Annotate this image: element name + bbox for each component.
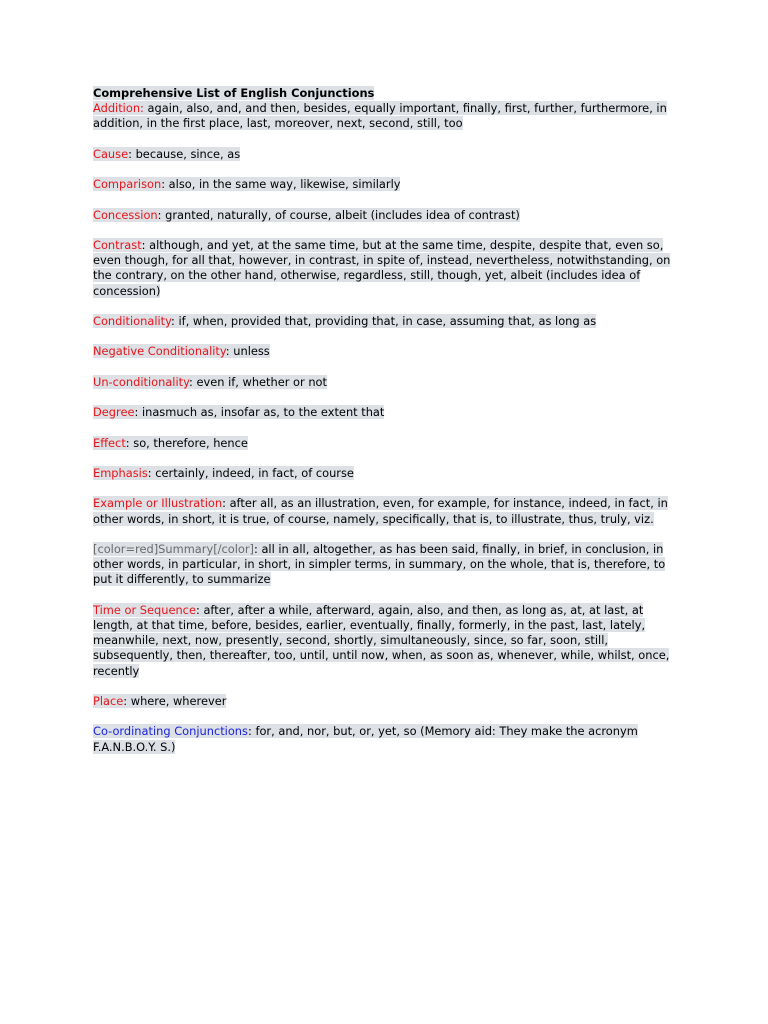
term-separator: : (222, 496, 230, 511)
term-definition: where, wherever (130, 693, 227, 708)
term-label: Addition: (93, 101, 144, 116)
entry-un-conditionality (93, 375, 683, 390)
entry-co-ordinating-conjunctions (93, 724, 683, 754)
term-separator: : (123, 693, 131, 708)
document-title (93, 86, 683, 101)
term-separator: : (247, 724, 256, 739)
term-label: [color=red]Summary[/color] (93, 541, 254, 556)
term-separator: : (141, 237, 150, 252)
entry-comparison (93, 177, 683, 192)
term-label: Negative Conditionality (93, 344, 226, 359)
term-separator: : (195, 602, 204, 617)
term-separator: : (128, 146, 136, 161)
term-label: Conditionality (93, 313, 172, 328)
term-label: Contrast (93, 237, 142, 252)
term-label: Co-ordinating Conjunctions (93, 724, 248, 739)
term-definition: after all, as an illustration, even, for example, for instance, indeed, in fact, in other words, in short, it is true, of course, namely, specifically, that is, to illustrate, thus, truly, viz. (93, 496, 668, 526)
term-definition: for, and, nor, but, or, yet, so (Memory aid: They make the acronym F.A.N.B.O.Y. S.) (93, 724, 638, 754)
term-label: Place (93, 693, 124, 708)
entry-emphasis (93, 466, 683, 481)
entry-effect (93, 436, 683, 451)
document-title-text: Comprehensive List of English Conjunctions (93, 86, 375, 100)
entry-negative-conditionality (93, 344, 683, 359)
conjunction-list (93, 101, 683, 755)
term-definition: after, after a while, afterward, again, also, and then, as long as, at, at last, at length, at that time, before, besides, earlier, eventually, finally, formerly, in the past, last, lately, meanwhile, next, now, presently, second, shortly, simultaneously, since, so far, soon, still, subsequently, then, thereafter, too, until, until now, when, as soon as, whenever, while, whilst, once, recently (93, 602, 670, 678)
term-definition: granted, naturally, of course, albeit (includes idea of contrast) (165, 207, 520, 222)
entry-cause (93, 147, 683, 162)
entry-summary (93, 542, 683, 588)
term-definition: inasmuch as, insofar as, to the extent that (141, 405, 385, 420)
term-separator: : (147, 465, 156, 480)
entry-degree (93, 405, 683, 420)
term-label: Time or Sequence (93, 602, 196, 617)
term-separator: : (125, 435, 134, 450)
term-separator: : (225, 344, 234, 359)
term-definition: because, since, as (135, 146, 241, 161)
term-label: Degree (93, 405, 135, 420)
entry-time-or-sequence (93, 603, 683, 679)
entry-place (93, 694, 683, 709)
term-label: Comparison (93, 177, 162, 192)
term-label: Effect (93, 435, 126, 450)
term-separator: : (157, 207, 166, 222)
term-label: Emphasis (93, 465, 148, 480)
term-definition: all in all, altogether, as has been said, finally, in brief, in conclusion, in other words, in particular, in short, in simpler terms, in summary, on the whole, that is, therefore, to put it differently, to summarize (93, 541, 666, 587)
term-separator: : (189, 374, 197, 389)
term-definition: even if, whether or not (196, 374, 327, 389)
term-label: Concession (93, 207, 158, 222)
term-definition: again, also, and, and then, besides, equally important, finally, first, further, furthermore, in addition, in the first place, last, moreover, next, second, still, too (93, 101, 667, 131)
term-label: Example or Illustration (93, 496, 223, 511)
term-definition: certainly, indeed, in fact, of course (155, 465, 354, 480)
entry-addition (93, 101, 683, 131)
term-definition: so, therefore, hence (133, 435, 248, 450)
term-separator: : (253, 541, 262, 556)
term-label: Un-conditionality (93, 374, 190, 389)
entry-example-or-illustration (93, 496, 683, 526)
term-definition: although, and yet, at the same time, but at the same time, despite, despite that, even so, even though, for all that, however, in contrast, in spite of, instead, nevertheless, notwithstanding, on the contrary, on the other hand, otherwise, regardless, still, though, yet, albeit (includes idea of concession) (93, 237, 671, 298)
term-separator: : (134, 405, 142, 420)
term-definition: if, when, provided that, providing that, in case, assuming that, as long as (178, 313, 597, 328)
term-separator: : (171, 313, 179, 328)
entry-conditionality (93, 314, 683, 329)
document-body (93, 86, 683, 770)
term-definition: unless (233, 344, 270, 359)
term-definition: also, in the same way, likewise, similarly (168, 177, 401, 192)
term-label: Cause (93, 146, 129, 161)
entry-contrast (93, 238, 683, 299)
entry-concession (93, 208, 683, 223)
term-separator: : (161, 177, 169, 192)
